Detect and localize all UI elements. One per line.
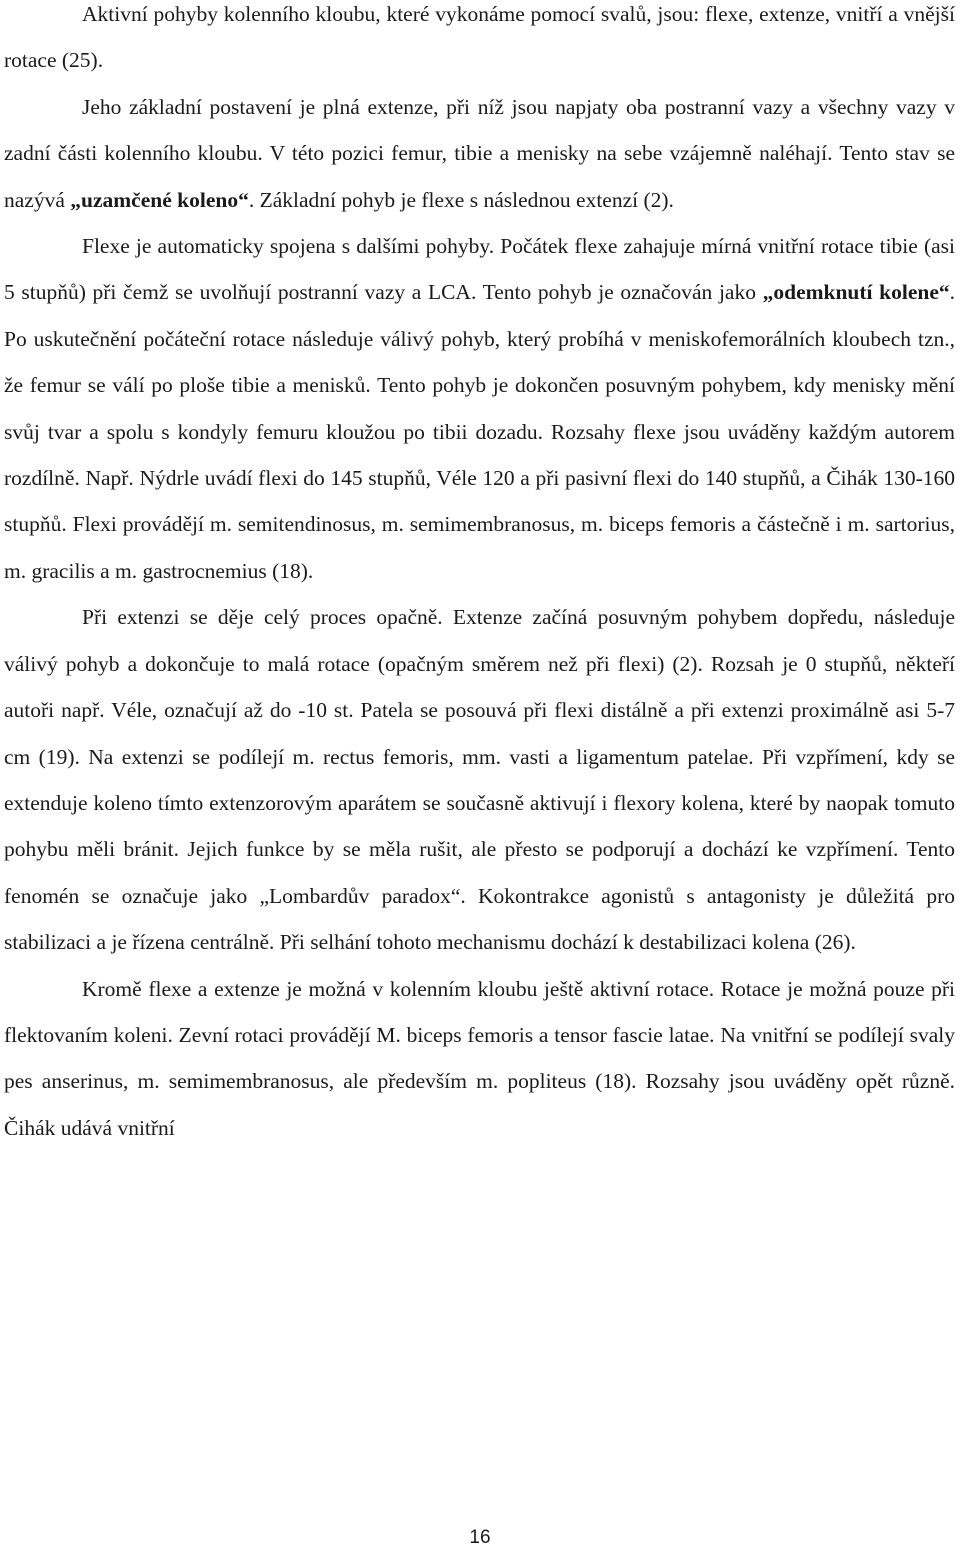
text-run: Flexe je automaticky spojena s dalšími pohyby. Počátek flexe zahajuje mírná vnitřní rotace tibie (asi 5 stupňů) při čemž se uvolňují postranní vazy a LCA. Tento pohyb je označován jako [4,234,955,305]
text-run: . Základní pohyb je flexe s následnou extenzí (2). [248,187,674,212]
text-run: Aktivní pohyby kolenního kloubu, které vykonáme pomocí svalů, jsou: flexe, extenze, vnitří a vnější rotace (25). [4,2,955,73]
bold-term: „uzamčené koleno“ [70,187,249,212]
paragraph [4,223,955,594]
text-run: Jeho základní postavení je plná extenze, při níž jsou napjaty oba postranní vazy a všechny vazy v zadní části kolenního kloubu. V této pozici femur, tibie a menisky na sebe vzájemně naléhají. Tento stav se nazývá [4,94,955,212]
text-run: Při extenzi se děje celý proces opačně. Extenze začíná posuvným pohybem dopředu, následuje válivý pohyb a dokončuje to malá rotace (opačným směrem než při flexi) (2). Rozsah je 0 stupňů, někteří autoři např. Véle, označují až do -10 st. Patela se posouvá při flexi distálně a při extenzi proximálně asi 5-7 cm (19). Na extenzi se podílejí m. rectus femoris, mm. vasti a ligamentum patelae. Při vzpřímení, kdy se extenduje koleno tímto extenzorovým aparátem se současně aktivují i flexory kolena, které by naopak tomuto pohybu měli bránit. Jejich funkce by se měla rušit, ale přesto se podporují a dochází ke vzpřímení. Tento fenomén se označuje jako „Lombardův paradox“. Kokontrakce agonistů s antagonisty je důležitá pro stabilizaci a je řízena centrálně. Při selhání tohoto mechanismu dochází k destabilizaci kolena (26). [4,605,955,955]
paragraph [4,966,955,1152]
text-run: Kromě flexe a extenze je možná v kolenním kloubu ještě aktivní rotace. Rotace je možná pouze při flektovaním koleni. Zevní rotaci provádějí M. biceps femoris a tensor fascie latae. Na vnitřní se podílejí svaly pes anserinus, m. semimembranosus, ale především m. popliteus (18). Rozsahy jsou uváděny opět různě. Čihák udává vnitřní [4,976,955,1140]
body-text [4,0,955,1151]
page-number: 16 [469,1527,491,1548]
paragraph [4,0,955,84]
bold-term: „odemknutí kolene“ [762,280,950,305]
paragraph [4,84,955,223]
paragraph [4,594,955,965]
text-run: . Po uskutečnění počáteční rotace následuje válivý pohyb, který probíhá v meniskofemorálních kloubech tzn., že femur se válí po ploše tibie a menisků. Tento pohyb je dokončen posuvným pohybem, kdy menisky mění svůj tvar a spolu s kondyly femuru kloužou po tibii dozadu. Rozsahy flexe jsou uváděny každým autorem rozdílně. Např. Nýdrle uvádí flexi do 145 stupňů, Véle 120 a při pasivní flexi do 140 stupňů, a Čihák 130-160 stupňů. Flexi provádějí m. semitendinosus, m. semimembranosus, m. biceps femoris a částečně i m. sartorius, m. gracilis a m. gastrocnemius (18). [4,280,956,583]
